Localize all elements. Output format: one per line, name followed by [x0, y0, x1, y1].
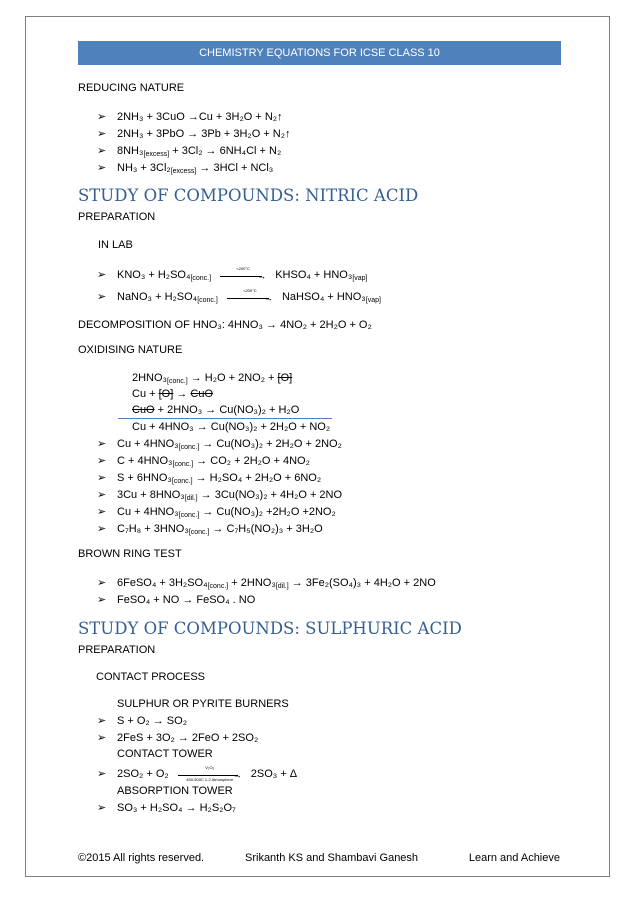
equation-line: FeSO₄ + NO → FeSO₄ . NO: [117, 594, 256, 606]
reaction-arrow-icon: <200°C →: [220, 270, 266, 280]
section-title-sulphuric-acid: STUDY OF COMPOUNDS: SULPHURIC ACID: [78, 619, 462, 638]
footer-copyright: ©2015 All rights reserved.: [78, 852, 205, 864]
bullet-arrow-icon: ➢: [97, 577, 107, 589]
reaction-arrow-icon: <200°C →: [227, 292, 273, 302]
equation-products: 2SO₃ + Δ: [250, 768, 298, 780]
bullet-arrow-icon: ➢: [97, 128, 107, 140]
equation-line: S + O₂ → SO₂: [117, 715, 187, 727]
bullet-arrow-icon: ➢: [97, 269, 107, 281]
subheading-in-lab: IN LAB: [98, 239, 133, 251]
equation-line: $NH_3 + 3Cl_2_{[excess]} \to 3HCl + NCl_3$: [117, 162, 274, 175]
bullet-arrow-icon: ➢: [97, 291, 107, 303]
equation-line: 2NH₃ + 3CuO →Cu + 3H₂O + N₂↑: [117, 111, 283, 123]
section-heading-reducing: REDUCING NATURE: [78, 82, 185, 94]
subheading-preparation: PREPARATION: [78, 211, 156, 223]
reaction-arrow-icon: V₂O₅ → 450-500C 1-2 Atmosphere: [178, 769, 242, 779]
bullet-arrow-icon: ➢: [97, 455, 107, 467]
subheading-brown-ring: BROWN RING TEST: [78, 548, 182, 560]
equation-line: 6FeSO₄ + $3H_2SO_4_{[conc.]} + 2HNO_3_{[dil.]} \to 3Fe_2(SO_4)_3 + 4H_2O + 2NO$: [117, 577, 436, 590]
page-header-banner: CHEMISTRY EQUATIONS FOR ICSE CLASS 10: [78, 41, 561, 65]
footer-authors: Srikanth KS and Shambavi Ganesh: [245, 852, 419, 864]
summation-rule: [118, 418, 332, 419]
bullet-arrow-icon: ➢: [97, 715, 107, 727]
equation-line: $2HNO_3_{[conc.]} \to H_2O + 2NO_2 + [O]$: [132, 372, 293, 385]
equation-products: NaHSO₄ + $HNO_3_{[vap]}$: [281, 291, 381, 304]
bullet-arrow-icon: ➢: [97, 472, 107, 484]
equation-line-struck: CuO + 2HNO₃ → Cu(NO₃)₂ + H₂O: [132, 404, 300, 416]
equation-line: 2NH₃ + 3PbO → 3Pb + 3H₂O + N₂↑: [117, 128, 291, 140]
decomposition-line: DECOMPOSITION OF HNO₃: 4HNO₃ → 4NO₂ + 2H₂O + O₂: [78, 319, 372, 331]
subheading-contact-process: CONTACT PROCESS: [96, 671, 205, 683]
equation-line: [117, 268, 368, 282]
section-title-nitric-acid: STUDY OF COMPOUNDS: NITRIC ACID: [78, 186, 419, 205]
footer-tagline: Learn and Achieve: [468, 852, 560, 864]
equation-reactants: $KNO_3 + H_2SO_4_{[conc.]}$: [117, 269, 212, 282]
subheading-absorption-tower: ABSORPTION TOWER: [117, 785, 233, 797]
bullet-arrow-icon: ➢: [97, 145, 107, 157]
equation-line: $Cu + 4HNO_3_{[conc.]} \to Cu(NO_3)_2 + 2H_2O + 2NO_2$: [117, 438, 342, 451]
equation-line: $C + 4HNO_3_{[conc.]} \to CO_2 + 2H_2O + 4NO_2$: [117, 455, 310, 468]
bullet-arrow-icon: ➢: [97, 506, 107, 518]
equation-line: [117, 767, 297, 781]
equation-line: $S + 6HNO_3_{[conc.]} \to H_2SO_4 + 2H_2O + 6NO_2$: [117, 472, 322, 485]
equation-line: $C_7H_8 + 3HNO_3_{[conc.]} \to C_7H_5(NO_2)_3 + 3H_2O$: [117, 523, 323, 536]
equation-reactants: NaNO₃ + $H_2SO_4_{[conc.]}$: [117, 291, 218, 304]
equation-products: KHSO₄ + $HNO_3_{[vap]}$: [275, 269, 368, 282]
bullet-arrow-icon: ➢: [97, 802, 107, 814]
bullet-arrow-icon: ➢: [97, 489, 107, 501]
equation-reactants: 2SO₂ + O₂: [117, 768, 169, 780]
equation-line-struck: Cu + [O] → CuO: [132, 388, 214, 400]
bullet-arrow-icon: ➢: [97, 438, 107, 450]
equation-line: $Cu + 4HNO_3_{[conc.]} \to Cu(NO_3)_2 +2H_2O +2NO_2$: [117, 506, 336, 519]
bullet-arrow-icon: ➢: [97, 594, 107, 606]
subheading-oxidising: OXIDISING NATURE: [78, 344, 183, 356]
bullet-arrow-icon: ➢: [97, 111, 107, 123]
equation-line: [117, 290, 381, 304]
subheading-burners: SULPHUR OR PYRITE BURNERS: [117, 698, 289, 710]
bullet-arrow-icon: ➢: [97, 732, 107, 744]
equation-line: 2FeS + 3O₂ → 2FeO + 2SO₂: [117, 732, 259, 744]
subheading-preparation: PREPARATION: [78, 644, 156, 656]
equation-line: SO₃ + H₂SO₄ → H₂S₂O₇: [117, 802, 236, 814]
equation-line: Cu + 4HNO₃ → Cu(NO₃)₂ + 2H₂O + NO₂: [132, 421, 331, 433]
bullet-arrow-icon: ➢: [97, 162, 107, 174]
bullet-arrow-icon: ➢: [97, 768, 107, 780]
equation-line: $8NH_3_{[excess]} + 3Cl_2 \to 6NH_4Cl + N_2$: [117, 145, 282, 158]
equation-line: $3Cu + 8HNO_3_{[dil.]} \to 3Cu(NO_3)_2 + 4H_2O + 2NO$: [117, 489, 343, 502]
subheading-contact-tower: CONTACT TOWER: [117, 748, 213, 760]
bullet-arrow-icon: ➢: [97, 523, 107, 535]
